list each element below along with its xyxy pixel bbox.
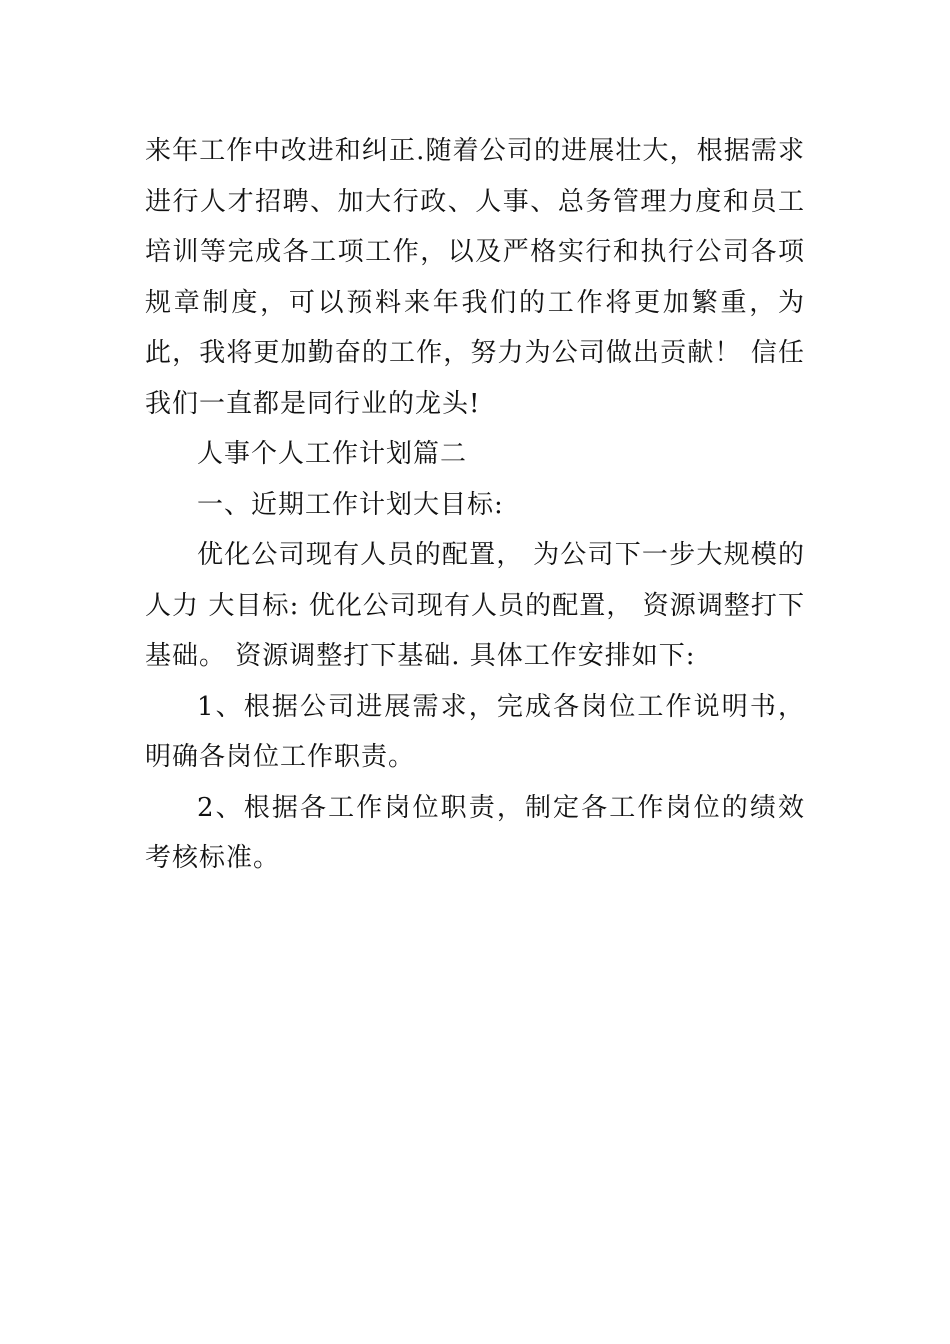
section-title: 人事个人工作计划篇二 [197, 439, 468, 469]
document-body [145, 126, 805, 884]
paragraph-continuation: 来年工作中改进和纠正.随着公司的进展壮大，根据需求进行人才招聘、加大行政、人事、总务管理力度和员工培训等完成各工项工作，以及严格实行和执行公司各项规章制度，可以预料来年我们的工作将更加繁重，为此，我将更加勤奋的工作，努力为公司做出贡献！ 信任我们一直都是同行业的龙头! [145, 136, 805, 419]
list-item: 1、根据公司进展需求，完成各岗位工作说明书，明确各岗位工作职责。 [145, 691, 805, 772]
list-item: 2、根据各工作岗位职责，制定各工作岗位的绩效考核标准。 [145, 792, 805, 873]
paragraph-goal: 优化公司现有人员的配置， 为公司下一步大规模的人力 大目标: 优化公司现有人员的配置， 资源调整打下基础。 资源调整打下基础. 具体工作安排如下: [145, 540, 805, 671]
section-heading: 一、近期工作计划大目标: [197, 489, 504, 520]
